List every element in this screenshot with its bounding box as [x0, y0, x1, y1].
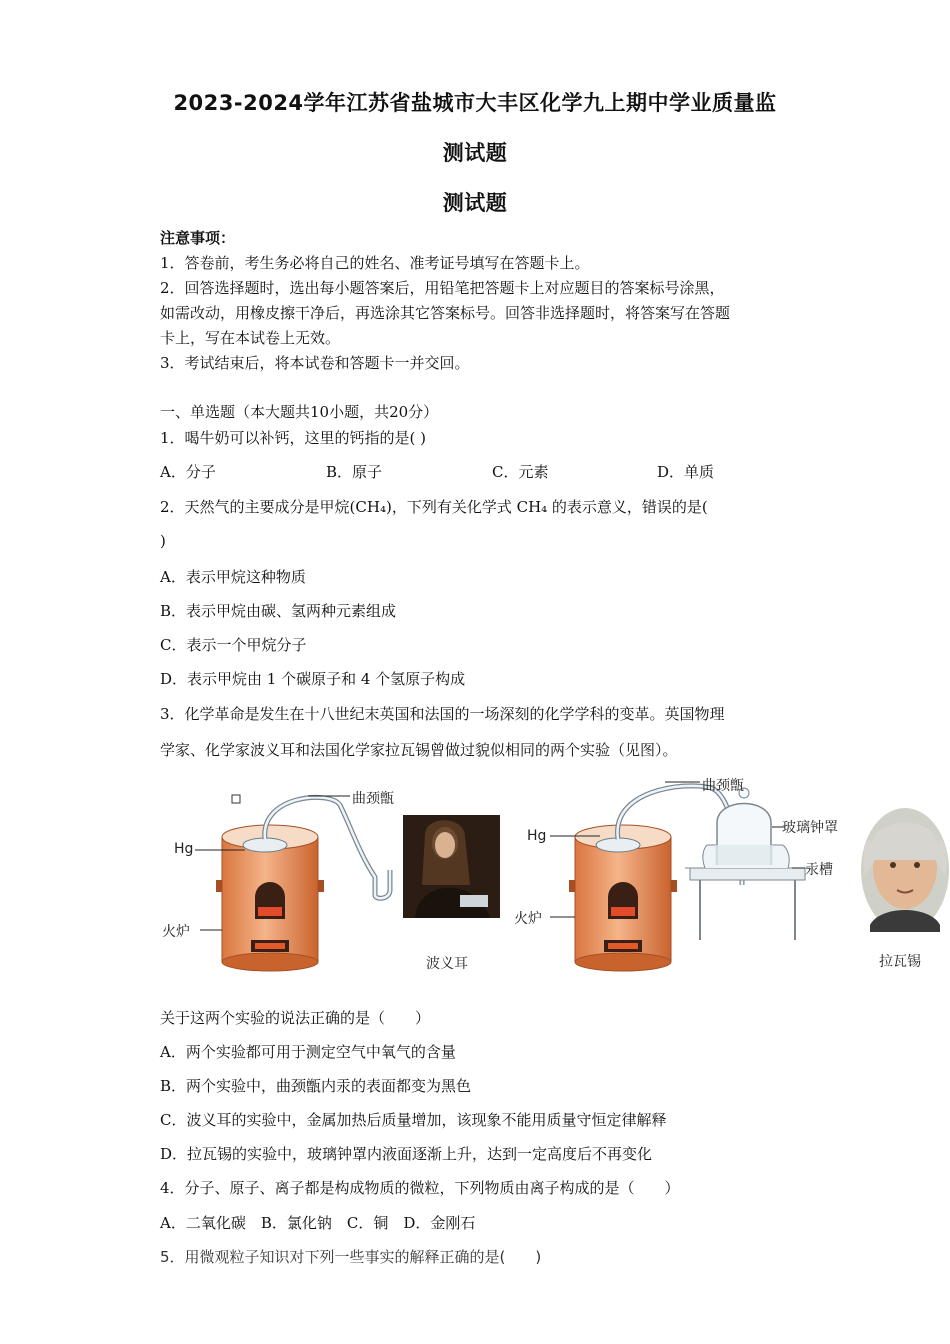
left-furnace-illustration — [216, 797, 390, 971]
q1-option-a: A．分子 — [160, 463, 216, 481]
left-furnace-label: 火炉 — [162, 924, 190, 940]
exam-title-line1: 2023-2024学年江苏省盐城市大丰区化学九上期中学业质量监 — [173, 91, 777, 115]
q4-stem: 4．分子、原子、离子都是构成物质的微粒，下列物质由离子构成的是（ ） — [160, 1179, 680, 1197]
notice-item-2a: 2．回答选择题时，选出每小题答案后，用铅笔把答题卡上对应题目的答案标号涂黑， — [160, 279, 725, 297]
q3-stem-b: 学家、化学家波义耳和法国化学家拉瓦锡曾做过貌似相同的两个实验（见图）。 — [160, 741, 678, 759]
q2-stem-a: 2．天然气的主要成分是甲烷(CH₄)，下列有关化学式 CH₄ 的表示意义，错误的是( — [160, 498, 708, 516]
q3-experiment-figure — [160, 775, 950, 980]
right-hg-label: Hg — [527, 828, 547, 844]
q1-stem: 1．喝牛奶可以补钙，这里的钙指的是( ) — [160, 429, 427, 447]
square-mark-icon — [232, 795, 240, 803]
boyle-label: 波义耳 — [426, 956, 468, 972]
q3-option-d: D．拉瓦锡的实验中，玻璃钟罩内液面逐渐上升，达到一定高度后不再变化 — [160, 1145, 653, 1163]
q2-option-c: C．表示一个甲烷分子 — [160, 636, 307, 654]
bell-jar-apparatus — [685, 788, 810, 940]
q3-option-b: B．两个实验中，曲颈甑内汞的表面都变为黑色 — [160, 1077, 472, 1095]
trough-label: 汞槽 — [805, 862, 833, 878]
q2-stem-b: ) — [160, 532, 166, 550]
q4-options: A．二氧化碳 B．氯化钠 C．铜 D．金刚石 — [160, 1214, 476, 1232]
q1-options — [160, 461, 860, 481]
q3-question: 关于这两个实验的说法正确的是（ ） — [160, 1009, 431, 1027]
notice-item-1: 1．答卷前，考生务必将自己的姓名、准考证号填写在答题卡上。 — [160, 254, 590, 272]
notice-item-2c: 卡上，写在本试卷上无效。 — [160, 329, 341, 347]
notice-heading: 注意事项： — [160, 229, 236, 247]
q2-option-b: B．表示甲烷由碳、氢两种元素组成 — [160, 602, 397, 620]
right-retort-label: 曲颈甑 — [702, 778, 744, 794]
q2-option-d: D．表示甲烷由 1 个碳原子和 4 个氢原子构成 — [160, 670, 466, 688]
exam-title-line3: 测试题 — [442, 191, 508, 215]
q3-option-c: C．波义耳的实验中，金属加热后质量增加，该现象不能用质量守恒定律解释 — [160, 1111, 667, 1129]
q2-option-a: A．表示甲烷这种物质 — [160, 568, 306, 586]
bell-jar-label: 玻璃钟罩 — [782, 820, 838, 836]
q1-option-d: D．单质 — [657, 463, 715, 481]
notice-item-3: 3．考试结束后，将本试卷和答题卡一并交回。 — [160, 354, 470, 372]
lavoisier-label: 拉瓦锡 — [879, 954, 921, 970]
notice-item-2b: 如需改动，用橡皮擦干净后，再选涂其它答案标号。回答非选择题时，将答案写在答题 — [160, 304, 731, 322]
boyle-portrait-image — [403, 815, 500, 918]
q1-option-c: C．元素 — [492, 463, 549, 481]
right-furnace-label: 火炉 — [514, 911, 542, 927]
q3-stem-a: 3．化学革命是发生在十八世纪末英国和法国的一场深刻的化学学科的变革。英国物理 — [160, 705, 725, 723]
exam-title-line2: 测试题 — [442, 141, 508, 165]
q5-stem: 5．用微观粒子知识对下列一些事实的解释正确的是( ) — [160, 1248, 542, 1266]
q3-option-a: A．两个实验都可用于测定空气中氧气的含量 — [160, 1043, 456, 1061]
section-heading: 一、单选题（本大题共10小题，共20分） — [160, 403, 439, 421]
q1-option-b: B．原子 — [326, 463, 383, 481]
lavoisier-portrait-image — [861, 808, 949, 932]
left-retort-label: 曲颈甑 — [352, 791, 394, 807]
left-hg-label: Hg — [174, 841, 194, 857]
